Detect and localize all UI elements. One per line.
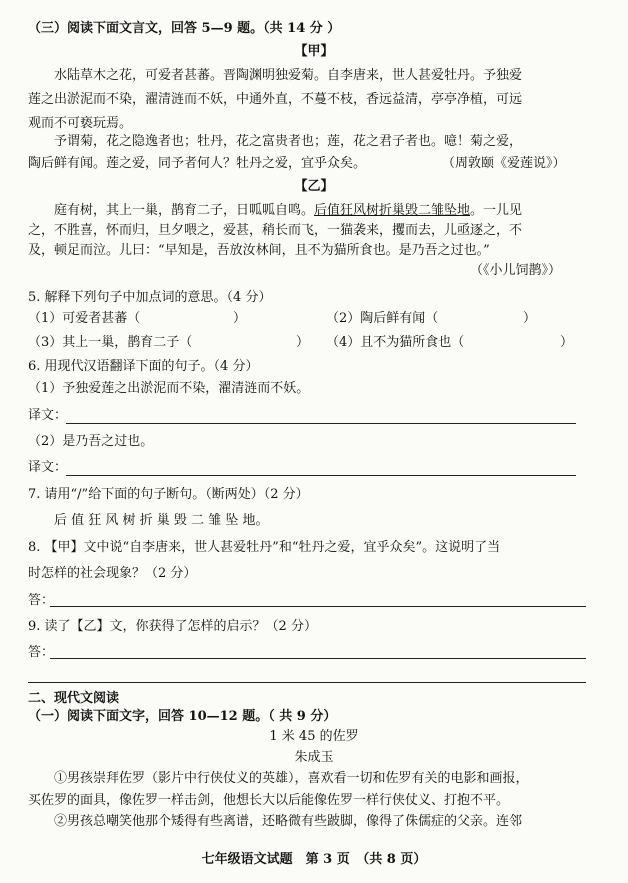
article-para-1a: ①男孩崇拜佐罗（影片中行侠仗义的英雄），喜欢看一切和佐罗有关的电影和画报， xyxy=(54,771,529,786)
q6-translation-label-1: 译文： xyxy=(28,408,68,423)
q6-sentence-1: （1）予独爱莲之出淤泥而不染，濯清涟而不妖。 xyxy=(28,381,310,396)
article-para-1b: 买佐罗的面具，像佐罗一样击剑，他想长大以后能像佐罗一样行侠仗义、打抱不平。 xyxy=(28,793,510,808)
q8-answer-line[interactable] xyxy=(50,606,586,607)
q6-answer-line-1[interactable] xyxy=(66,423,576,424)
q7-sentence: 后 值 狂 风 树 折 巢 毁 二 雏 坠 地。 xyxy=(54,513,269,528)
q9-answer-line-1[interactable] xyxy=(50,658,586,659)
part2-heading: 二、现代文阅读 xyxy=(28,691,120,706)
q5-item-2: （2）陶后鲜有闻（ xyxy=(326,311,439,326)
q9-answer-label: 答： xyxy=(28,645,55,660)
jia-line-1: 水陆草木之花，可爱者甚蕃。晋陶渊明独爱菊。自李唐来，世人甚爱牡丹。予独爱 xyxy=(54,68,523,83)
section-heading: （三）阅读下面文言文，回答 5—9 题。（共 14 分 ） xyxy=(28,21,341,36)
q6-stem: 6. 用现代汉语翻译下面的句子。（4 分） xyxy=(28,359,259,374)
jia-tag: 【甲】 xyxy=(294,44,334,59)
yi-line-1 xyxy=(28,202,598,220)
q5-item-4-close: ） xyxy=(560,335,574,350)
article-title: 1 米 45 的佐罗 xyxy=(269,729,359,744)
jia-line-4: 予谓菊，花之隐逸者也；牡丹，花之富贵者也；莲，花之君子者也。噫！菊之爱， xyxy=(54,134,523,149)
jia-line-5: 陶后鲜有闻。莲之爱，同予者何人？牡丹之爱，宜乎众矣。 xyxy=(28,156,367,171)
yi-line-3: 及，顿足而泣。儿曰：“早知是，吾放汝林间，且不为猫所食也。是乃吾之过也。” xyxy=(28,243,490,258)
q5-item-2-close: ） xyxy=(523,311,537,326)
yi-tag: 【乙】 xyxy=(294,179,334,194)
q5-item-1-close: ） xyxy=(233,311,247,326)
page-footer: 七年级语文试题 第 3 页 （共 8 页） xyxy=(201,852,427,867)
article-para-2: ②男孩总嘲笑他那个矮得有些离谱，还略微有些跛脚，像得了侏儒症的父亲。连邻 xyxy=(54,814,523,829)
yi-line-2: 之，不胜喜，怀而归，旦夕喂之，爱甚，稍长而飞，一猫袭来，攫而去，儿亟逐之，不 xyxy=(28,223,523,238)
q5-stem: 5. 解释下列句子中加点词的意思。（4 分） xyxy=(28,290,272,305)
part2-subheading: （一）阅读下面文字，回答 10—12 题。（ 共 9 分） xyxy=(28,709,337,724)
q6-translation-label-2: 译文： xyxy=(28,460,68,475)
q8-answer-label: 答： xyxy=(28,593,55,608)
jia-source: （周敦颐《爱莲说》） xyxy=(442,156,566,171)
q8-line-2: 时怎样的社会现象？（2 分） xyxy=(28,566,197,581)
q6-sentence-2: （2）是乃吾之过也。 xyxy=(28,434,154,449)
q9-stem: 9. 读了【乙】文，你获得了怎样的启示？（2 分） xyxy=(28,619,317,634)
yi-line-1-text: 庭有树，其上一巢，鹊育二子，日呱呱自鸣。 xyxy=(54,203,315,218)
yi-line-1-end: 。一儿见 xyxy=(470,203,523,218)
q5-row-1 xyxy=(28,310,598,328)
article-author: 朱成玉 xyxy=(294,750,334,765)
q7-stem: 7. 请用“/”给下面的句子断句。（断两处）（2 分） xyxy=(28,487,309,502)
yi-underlined-sentence: 后值狂风树折巢毁二雏坠地 xyxy=(314,203,471,218)
q5-item-3: （3）其上一巢，鹊育二子（ xyxy=(28,335,193,350)
jia-line-2: 莲之出淤泥而不染，濯清涟而不妖，中通外直，不蔓不枝，香远益清，亭亭净植，可远 xyxy=(28,92,523,107)
yi-source: （《小儿饲鹊》） xyxy=(470,263,562,278)
jia-line-3: 观而不可亵玩焉。 xyxy=(28,116,133,131)
q9-answer-line-2[interactable] xyxy=(28,682,586,683)
q5-item-4: （4）且不为猫所食也（ xyxy=(326,335,465,350)
q5-row-2 xyxy=(28,334,598,352)
q5-item-3-close: ） xyxy=(296,335,310,350)
q5-item-1: （1）可爱者甚蕃（ xyxy=(28,311,141,326)
q8-line-1: 8. 【甲】文中说“自李唐来，世人甚爱牡丹”和“牡丹之爱，宜乎众矣”。这说明了当 xyxy=(28,540,501,555)
q6-answer-line-2[interactable] xyxy=(66,475,576,476)
